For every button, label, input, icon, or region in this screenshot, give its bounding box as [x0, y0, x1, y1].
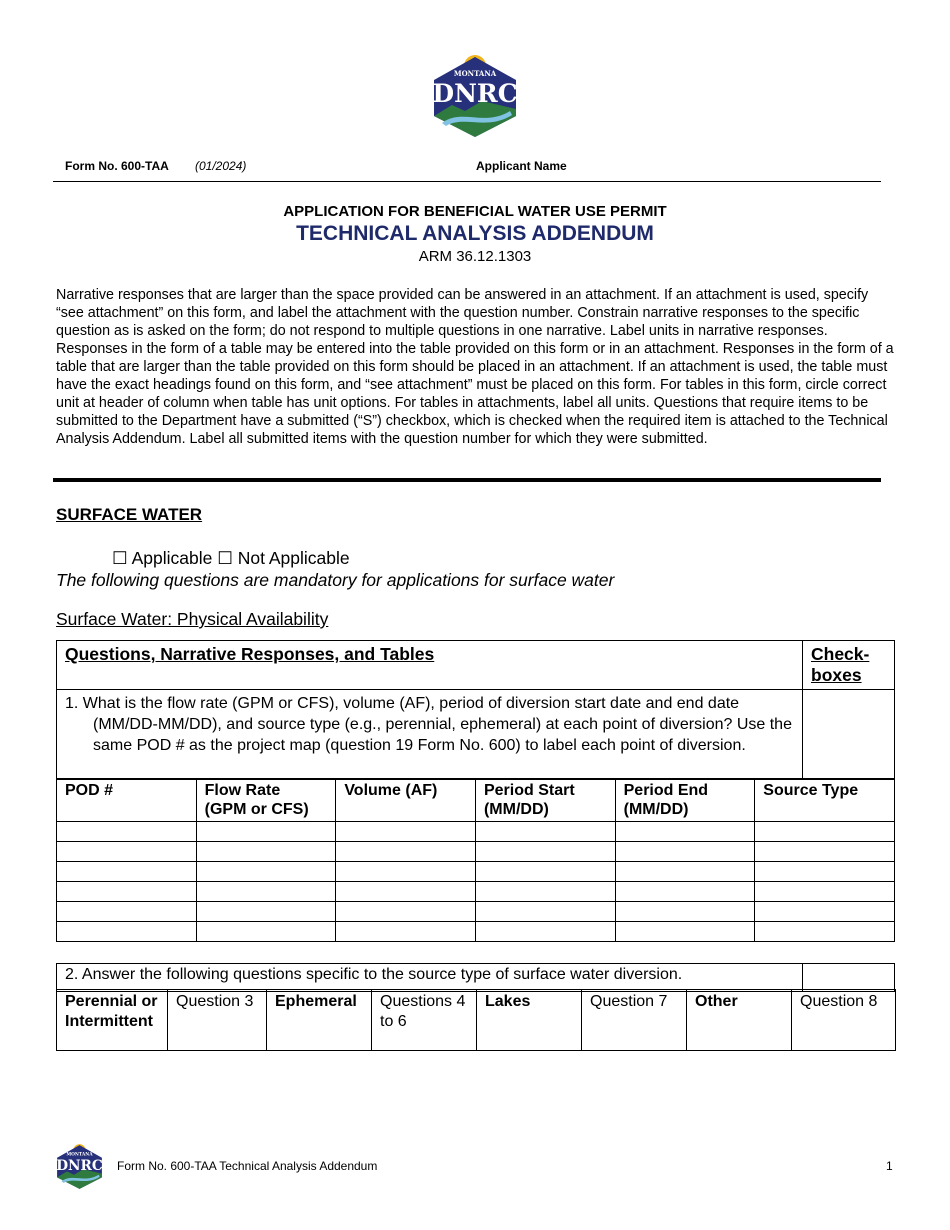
pod-cell[interactable] [475, 842, 615, 862]
pod-cell[interactable] [755, 882, 895, 902]
pod-cell[interactable] [615, 842, 755, 862]
questions-table [56, 640, 895, 780]
questions-header: Questions, Narrative Responses, and Tables [57, 641, 803, 690]
form-subtitle: TECHNICAL ANALYSIS ADDENDUM [296, 222, 654, 245]
perennial-label: Perennial or Intermittent [57, 990, 168, 1051]
form-number: Form No. 600-TAA [65, 159, 169, 173]
pod-row [57, 862, 895, 882]
question-1: 1. What is the flow rate (GPM or CFS), volume (AF), period of diversion start date and end date (MM/DD-MM/DD), and source type (e.g., perennial, ephemeral) at each point of diversion? Use the same POD # as the project map (question 19 Form No. 600) to label each point of diversion. [57, 690, 803, 780]
question-2: 2. Answer the following questions specific to the source type of surface water diversion. [57, 964, 803, 992]
other-question: Question 8 [792, 990, 896, 1051]
pod-table [56, 778, 895, 942]
subsection-title: Surface Water: Physical Availability [56, 609, 329, 629]
pod-cell[interactable] [196, 882, 336, 902]
dnrc-logo [432, 53, 518, 139]
page-number: 1 [886, 1159, 893, 1173]
pod-cell[interactable] [57, 842, 197, 862]
question-1-checkbox[interactable] [803, 690, 895, 780]
pod-row [57, 822, 895, 842]
pod-cell[interactable] [615, 822, 755, 842]
pod-cell[interactable] [475, 822, 615, 842]
pod-cell[interactable] [336, 902, 476, 922]
pod-row [57, 902, 895, 922]
pod-cell[interactable] [615, 902, 755, 922]
pod-cell[interactable] [196, 822, 336, 842]
question-2-table [56, 963, 895, 992]
pod-cell[interactable] [615, 862, 755, 882]
applicability-checkboxes[interactable]: ☐ Applicable ☐ Not Applicable [112, 548, 350, 568]
pod-cell[interactable] [336, 822, 476, 842]
pod-cell[interactable] [755, 862, 895, 882]
ephemeral-label: Ephemeral [267, 990, 372, 1051]
applicant-name-label: Applicant Name [476, 159, 567, 173]
mandatory-note: The following questions are mandatory for applications for surface water [56, 570, 615, 590]
ephemeral-question: Questions 4 to 6 [372, 990, 477, 1051]
svg-text:MONTANA: MONTANA [66, 1152, 93, 1158]
question-2-checkbox[interactable] [803, 964, 895, 992]
svg-text:DNRC: DNRC [56, 1157, 103, 1174]
pod-cell[interactable] [57, 922, 197, 942]
pod-cell[interactable] [755, 842, 895, 862]
pod-cell[interactable] [755, 822, 895, 842]
pod-cell[interactable] [336, 882, 476, 902]
lakes-label: Lakes [477, 990, 582, 1051]
pod-cell[interactable] [615, 882, 755, 902]
form-rule-ref: ARM 36.12.1303 [418, 248, 532, 265]
pod-cell[interactable] [196, 842, 336, 862]
pod-cell[interactable] [57, 862, 197, 882]
pod-cell[interactable] [615, 922, 755, 942]
pod-row [57, 882, 895, 902]
pod-cell[interactable] [475, 862, 615, 882]
pod-column-header: Period End (MM/DD) [615, 779, 755, 822]
form-title: APPLICATION FOR BENEFICIAL WATER USE PERMIT [283, 203, 667, 220]
pod-cell[interactable] [57, 882, 197, 902]
pod-cell[interactable] [475, 882, 615, 902]
footer-text: Form No. 600-TAA Technical Analysis Addendum [117, 1159, 378, 1173]
pod-column-header: Source Type [755, 779, 895, 822]
pod-cell[interactable] [475, 902, 615, 922]
pod-cell[interactable] [755, 902, 895, 922]
section-divider [53, 478, 881, 482]
pod-cell[interactable] [57, 902, 197, 922]
pod-cell[interactable] [336, 842, 476, 862]
pod-cell[interactable] [196, 902, 336, 922]
svg-text:DNRC: DNRC [432, 79, 518, 108]
svg-text:MONTANA: MONTANA [453, 69, 497, 78]
instructions-paragraph: Narrative responses that are larger than the space provided can be answered in an attachment. If an attachment is used, specify “see attachment” on this form, and label the attachment with the question number. Constrain narrative responses to the specific question as is asked on the form; do not respond to multiple questions in one narrative. Label units in narrative responses. Responses in the form of a table may be entered into the table provided on this form or in an attachment. Responses in the form of a table that are larger than the table provided on this form should be placed in an attachment. If an attachment is used, the table must have the exact headings found on this form, and “see attachment” must be placed on this form. For tables in this form, circle correct unit at header of column when table has unit options. For tables in attachments, label all units. Questions that require items to be submitted to the Department have a submitted (“S”) checkbox, which is checked when the required item is attached to the Technical Analysis Addendum. Label all submitted items with the question number for which they were submitted. [56, 287, 894, 447]
perennial-question: Question 3 [168, 990, 267, 1051]
pod-cell[interactable] [336, 862, 476, 882]
pod-cell[interactable] [57, 822, 197, 842]
pod-cell[interactable] [475, 922, 615, 942]
pod-column-header: POD # [57, 779, 197, 822]
pod-cell[interactable] [336, 922, 476, 942]
pod-row [57, 922, 895, 942]
pod-column-header: Period Start (MM/DD) [475, 779, 615, 822]
source-type-table [56, 989, 896, 1051]
pod-cell[interactable] [196, 922, 336, 942]
header-rule [53, 181, 881, 182]
lakes-question: Question 7 [582, 990, 687, 1051]
pod-row [57, 842, 895, 862]
footer-logo [56, 1143, 103, 1190]
other-label: Other [687, 990, 792, 1051]
pod-column-header: Volume (AF) [336, 779, 476, 822]
pod-cell[interactable] [196, 862, 336, 882]
checkboxes-header: Check- boxes [803, 641, 895, 690]
pod-cell[interactable] [755, 922, 895, 942]
pod-column-header: Flow Rate (GPM or CFS) [196, 779, 336, 822]
section-title: SURFACE WATER [56, 505, 203, 524]
form-date: (01/2024) [195, 159, 247, 173]
